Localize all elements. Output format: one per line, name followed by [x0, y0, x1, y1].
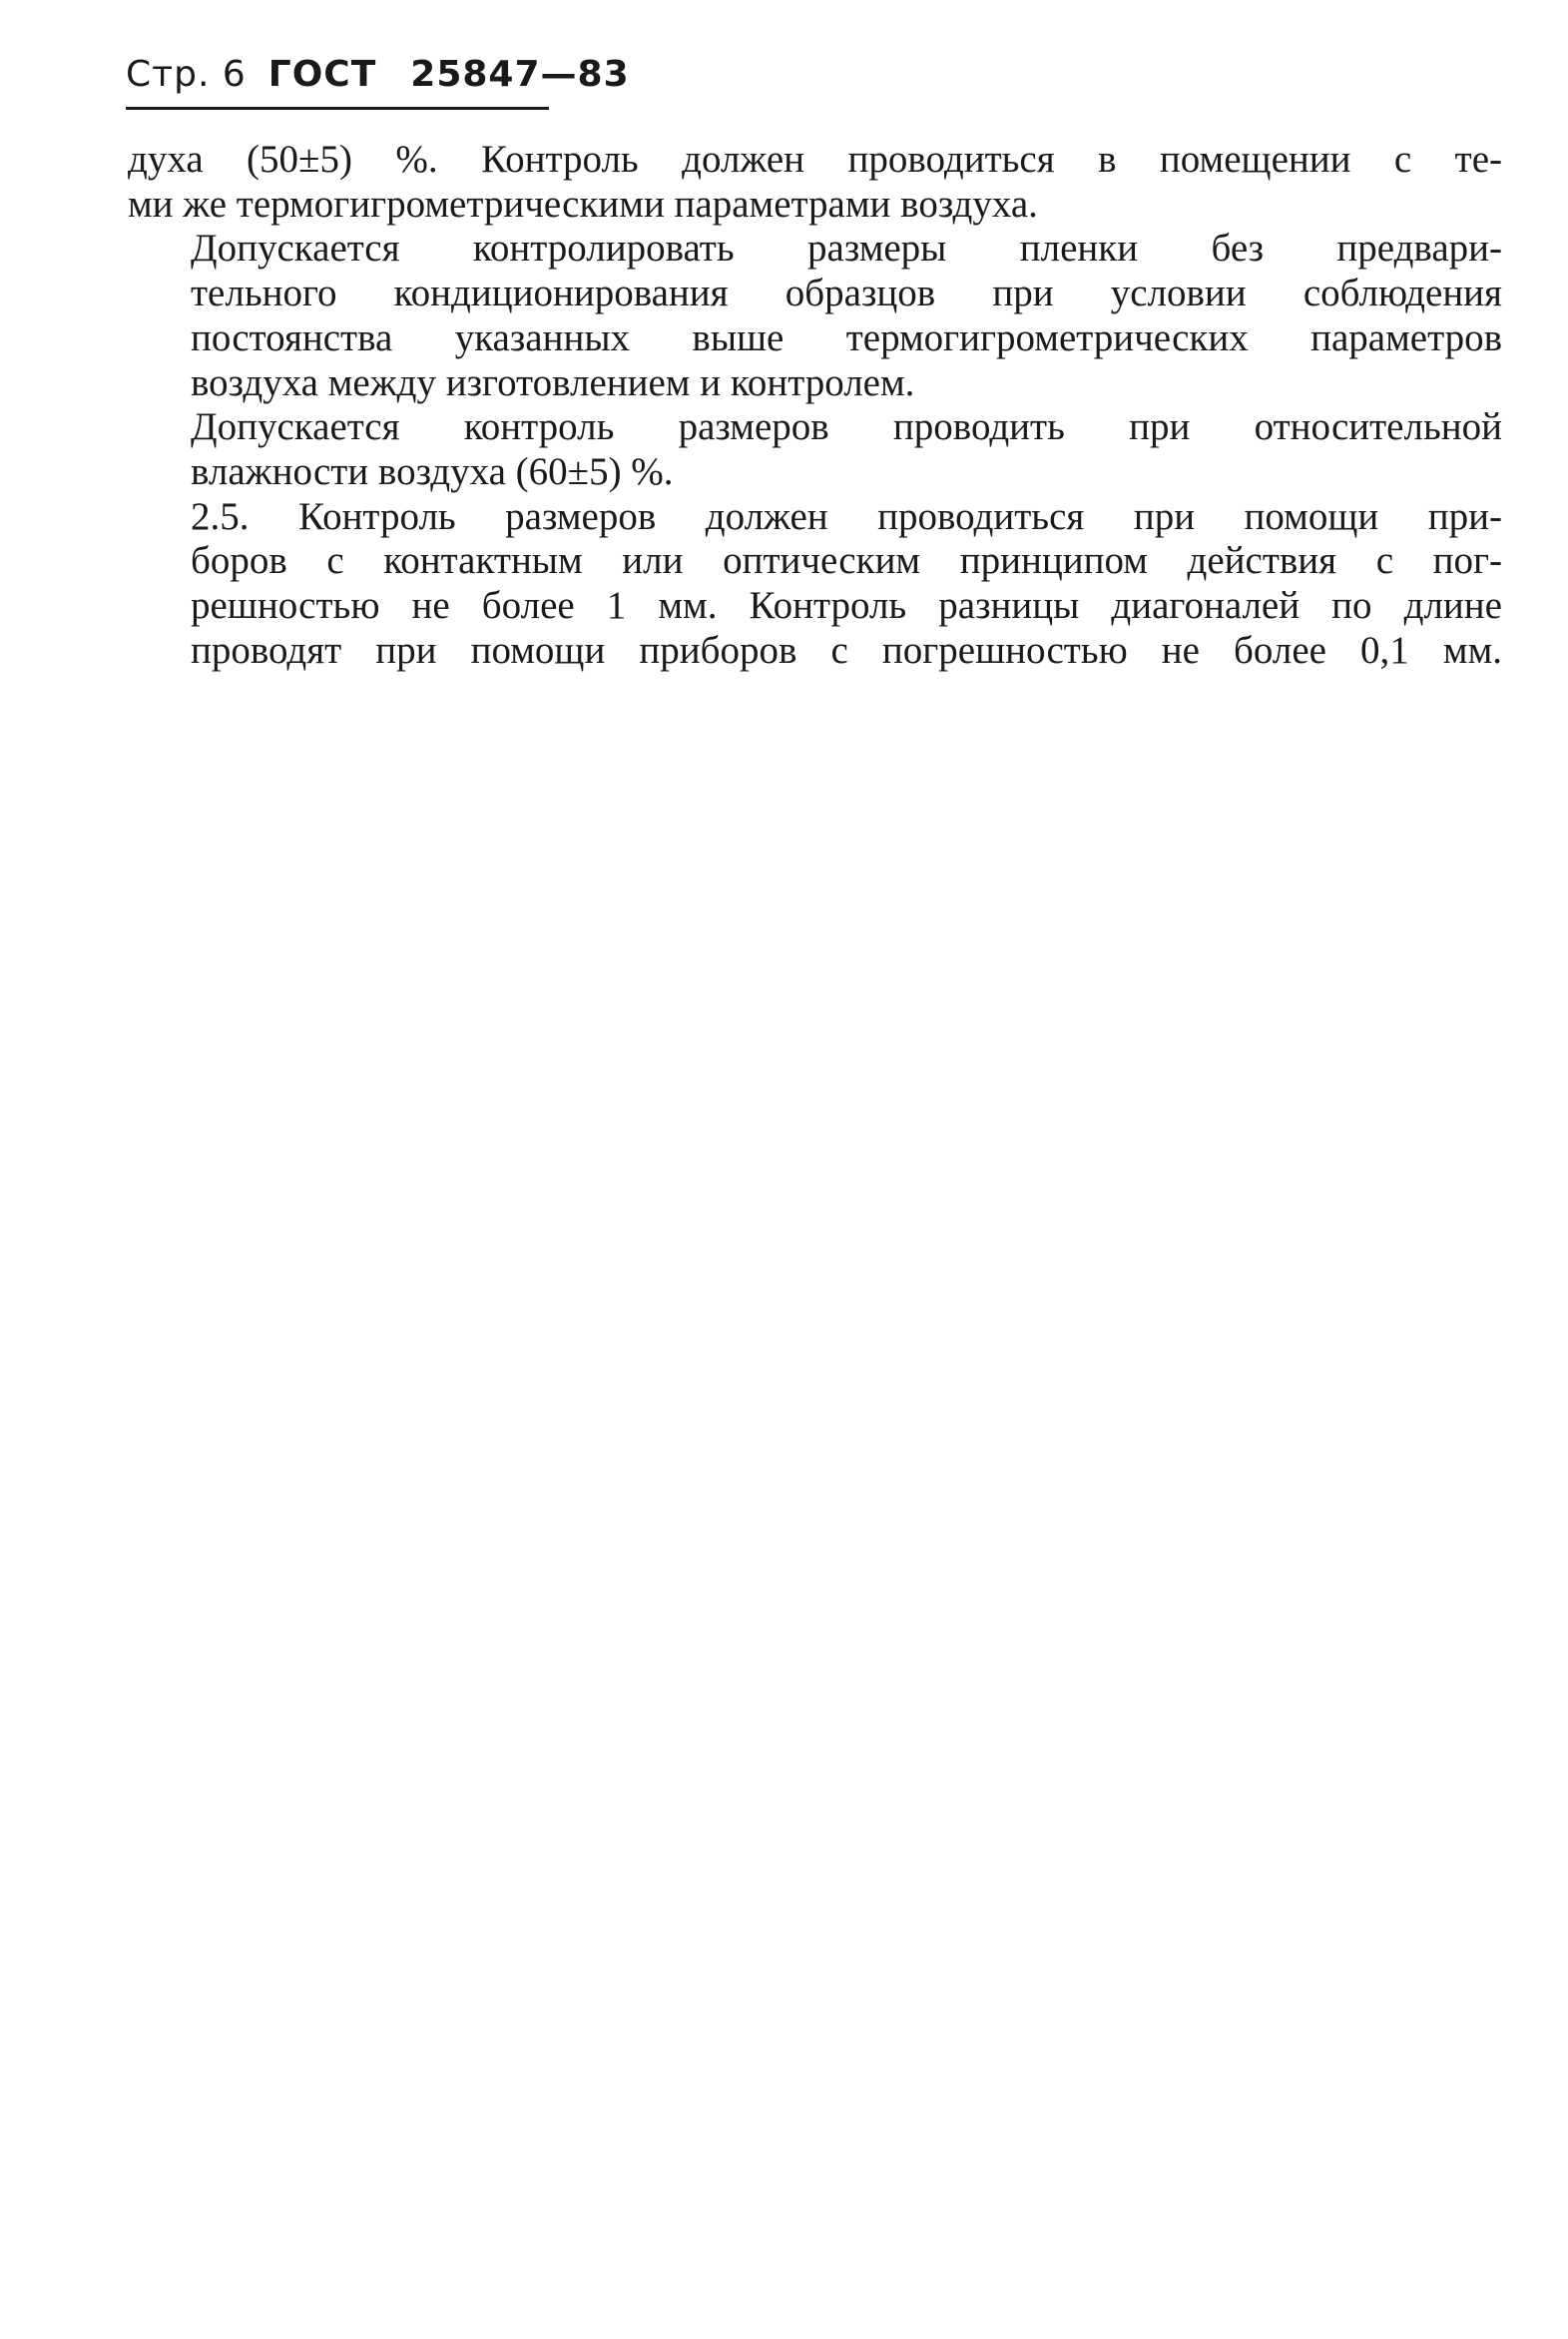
paragraph-2-5-measurement: [128, 495, 1502, 674]
text-line: Допускается контролировать размеры пленки без предвари-: [191, 227, 1502, 271]
paragraph-air-humidity: [128, 138, 1502, 227]
text-line: влажности воздуха (60±5) %.: [191, 449, 674, 493]
text-line: ми же термогигрометрическими параметрами воздуха.: [128, 182, 1038, 226]
paragraph-without-conditioning: [128, 227, 1502, 405]
document-body: [128, 138, 1502, 673]
text-line: тельного кондиционирования образцов при условии соблюдения: [191, 272, 1502, 315]
text-line: духа (50±5) %. Контроль должен проводиться в помещении с те-: [128, 138, 1502, 181]
text-line: воздуха между изготовлением и контролем.: [191, 360, 915, 404]
text-line: решностью не более 1 мм. Контроль разницы диагоналей по длине: [191, 584, 1502, 628]
text-line: Допускается контроль размеров проводить при относительной: [191, 405, 1502, 449]
standard-number: 25847—83: [410, 54, 630, 95]
text-line: проводят при помощи приборов с погрешностью не более 0,1 мм.: [191, 628, 1502, 672]
standard-label: ГОСТ: [267, 54, 377, 95]
header-rule: [126, 107, 549, 110]
page-number: Стр. 6: [126, 54, 247, 95]
paragraph-relative-humidity: [128, 405, 1502, 494]
text-line: боров с контактным или оптическим принципом действия с пог-: [191, 539, 1502, 583]
text-line: постоянства указанных выше термогигрометрических параметров: [191, 315, 1502, 359]
text-line: 2.5. Контроль размеров должен проводиться при помощи при-: [191, 494, 1502, 538]
page-header: [126, 54, 630, 95]
